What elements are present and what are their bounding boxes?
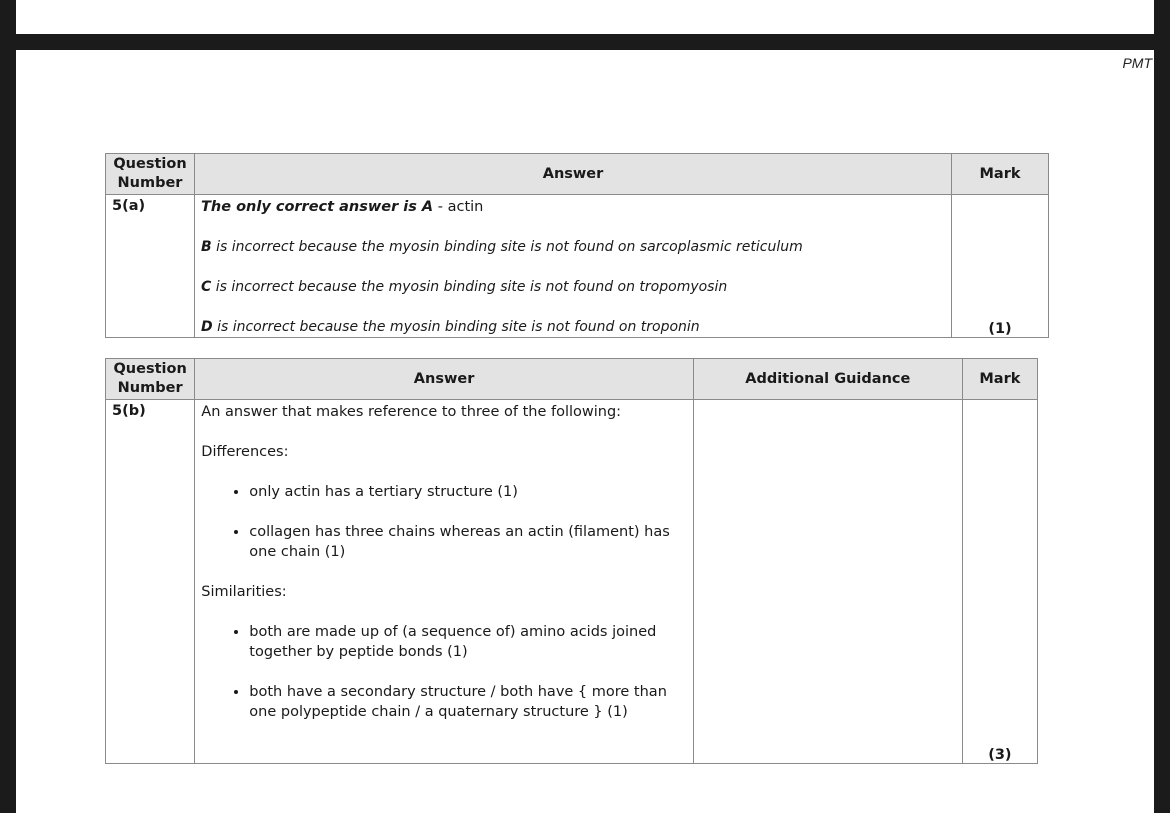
question-number-5a: 5(a)	[106, 195, 195, 338]
mark-5a: (1)	[952, 195, 1049, 338]
header-question-number: Question Number	[106, 359, 195, 400]
previous-page-edge	[16, 0, 1154, 34]
header-mark: Mark	[952, 154, 1049, 195]
option-letter: D	[201, 319, 213, 335]
option-letter: B	[201, 239, 212, 255]
header-additional-guidance: Additional Guidance	[693, 359, 962, 400]
answer-cell-5b	[195, 400, 694, 764]
mark-scheme-table-5a	[105, 153, 1049, 338]
option-text: is incorrect because the myosin binding site is not found on troponin	[212, 319, 700, 335]
list-item: • both are made up of (a sequence of) amino acids joined together by peptide bonds (1)	[249, 622, 687, 662]
correct-answer-line	[201, 197, 945, 237]
intro-text: An answer that makes reference to three of the following:	[201, 404, 622, 420]
header-answer: Answer	[195, 359, 694, 400]
list-item: • both have a secondary structure / both have { more than one polypeptide chain / a quaternary structure } (1)	[249, 682, 687, 722]
guidance-cell-5b	[693, 400, 962, 764]
correct-answer-lead: The only correct answer is A	[201, 199, 434, 215]
header-answer: Answer	[195, 154, 952, 195]
similarities-label: Similarities:	[201, 584, 287, 600]
header-question-number: Question Number	[106, 154, 195, 195]
option-text: is incorrect because the myosin binding site is not found on tropomyosin	[211, 279, 728, 295]
answer-cell-5a	[195, 195, 952, 338]
pmt-watermark: PMT	[1122, 55, 1152, 71]
header-mark: Mark	[962, 359, 1037, 400]
similarities-list	[201, 622, 687, 722]
option-c-line	[201, 277, 945, 317]
option-letter: C	[201, 279, 212, 295]
mark-5b: (3)	[962, 400, 1037, 764]
mark-scheme-table-5b	[105, 358, 1038, 764]
option-text: is incorrect because the myosin binding site is not found on sarcoplasmic reticulum	[211, 239, 803, 255]
question-number-5b: 5(b)	[106, 400, 195, 764]
document-page	[16, 50, 1154, 813]
differences-list	[201, 482, 687, 562]
correct-answer-rest: - actin	[433, 199, 484, 215]
list-item: • only actin has a tertiary structure (1)	[249, 482, 687, 502]
differences-label: Differences:	[201, 444, 289, 460]
option-d-line	[201, 317, 945, 337]
option-b-line	[201, 237, 945, 277]
list-item: • collagen has three chains whereas an actin (filament) has one chain (1)	[249, 522, 687, 562]
